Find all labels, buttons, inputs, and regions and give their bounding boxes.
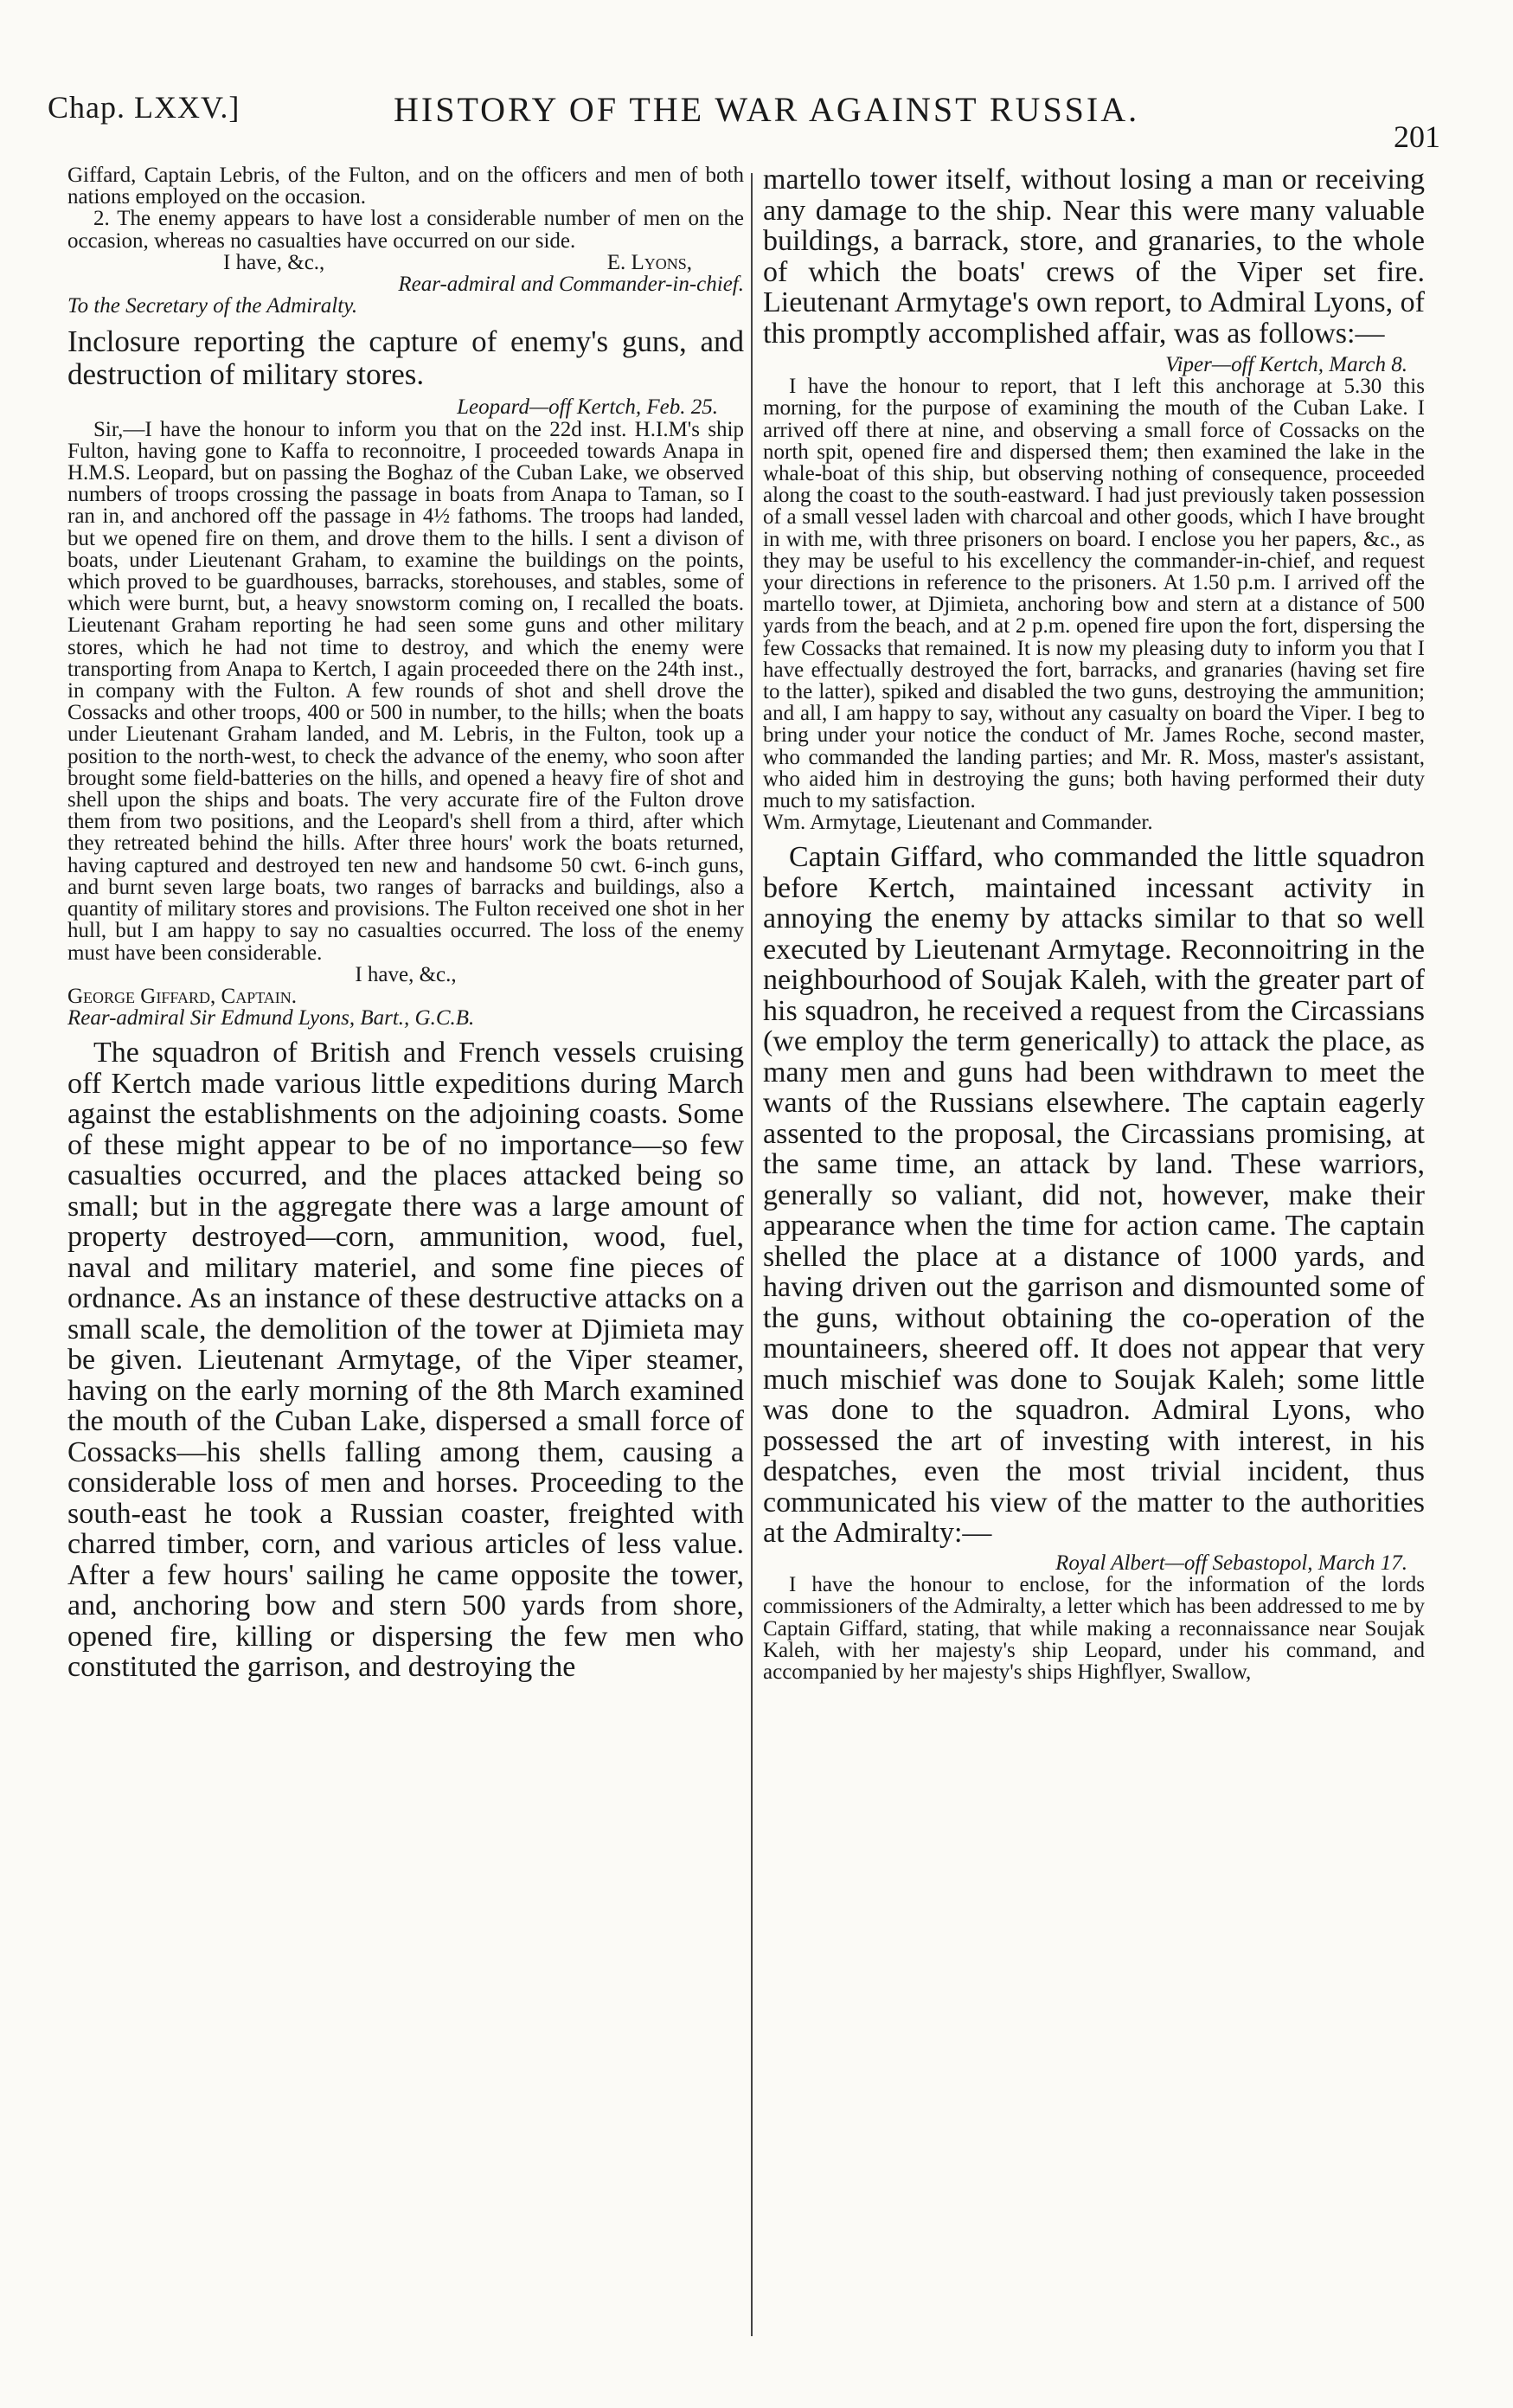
narrative-paragraph: martello tower itself, without losing a man or receiving any damage to the ship. Near this were many valuable buildings, a barrack, store, and granaries, to the whole of which the boats' crews of the Viper set fire. Lieutenant Armytage's own report, to Admiral Lyons, of this promptly accomplished affair, was as follows:— (763, 164, 1425, 350)
letter-body: I have the honour to enclose, for the information of the lords commissioners of the Admiralty, a letter which has been addressed to me by Captain Giffard, stating, that while making a reconnaissance near Soujak Kaleh, with her majesty's ship Leopard, under his command, and accompanied by her majesty's ships Highflyer, Swallow, (763, 1573, 1425, 1684)
letter-signer-title: Rear-admiral and Commander-in-chief. (398, 273, 744, 297)
letter-paragraph: Giffard, Captain Lebris, of the Fulton, and on the officers and men of both nations employed on the occasion. (67, 164, 744, 209)
letter-dateline: Royal Albert—off Sebastopol, March 17. (1055, 1551, 1407, 1575)
letter-armytage (763, 354, 1425, 833)
narrative-paragraph: The squadron of British and French vessels cruising off Kertch made various little expeditions during March against the establishments on the adjoining coasts. Some of these might appear to be of no importance—so few casualties occurred, and the places attacked being so small; but in the aggregate there was a large amount of property destroyed—corn, ammunition, wood, fuel, naval and military materiel, and some fine pieces of ordnance. As an instance of these destructive attacks on a small scale, the demolition of the tower at Djimieta may be given. Lieutenant Armytage, of the Viper steamer, having on the early morning of the 8th March examined the mouth of the Cuban Lake, dispersed a small force of Cossacks—his shells falling among them, causing a considerable loss of men and horses. Proceeding to the south-east he took a Russian coaster, freighted with charred timber, corn, and various articles of less value. After a few hours' sailing he came opposite the tower, and, anchoring bow and stern 500 yards from shore, opened fire, killing or dispersing the few men who constituted the garrison, and destroying the (67, 1037, 744, 1684)
letter-lyons-2 (763, 1552, 1425, 1683)
letter-giffard (67, 396, 744, 1029)
letter-signer: E. Lyons, (606, 250, 692, 274)
letter-addressee: To the Secretary of the Admiralty. (67, 294, 358, 318)
letter-dateline: Viper—off Kertch, March 8. (1165, 353, 1407, 376)
letter-lyons (67, 164, 744, 317)
letter-close: I have, &c., (223, 250, 325, 274)
narrative-paragraph: Captain Giffard, who commanded the little squadron before Kertch, maintained incessant activity in annoying the enemy by attacks similar to that so well executed by Lieutenant Armytage. Reconnoitring in the neighbourhood of Soujak Kaleh, with the greater part of his squadron, he received a request from the Circassians (we employ the term generically) to attack the place, as many men and guns had been withdrawn to meet the wants of the Russians elsewhere. The captain eagerly assented to the proposal, the Circassians promising, at the same time, an attack by land. These warriors, generally so valiant, did not, however, make their appearance when the time for action came. The captain shelled the place at a distance of 1000 yards, and having driven out the garrison and dismounted some of the guns, without obtaining the co-operation of the mountaineers, sheered off. It does not appear that very much mischief was done to Soujak Kaleh; some little was done to the squadron. Admiral Lyons, who possessed the art of investing with interest, in his despatches, even the most trivial incident, thus communicated his view of the matter to the authorities at the Admiralty:— (763, 841, 1425, 1550)
right-column (763, 164, 1425, 1683)
page-title: HISTORY OF THE WAR AGAINST RUSSIA. (394, 90, 1140, 129)
letter-addressee: Rear-admiral Sir Edmund Lyons, Bart., G.C.B. (67, 1006, 475, 1031)
letter-body: Sir,—I have the honour to inform you that on the 22d inst. H.I.M's ship Fulton, having gone to Kaffa to reconnoitre, I proceeded towards Anapa in H.M.S. Leopard, but on passing the Boghaz of the Cuban Lake, we observed numbers of troops crossing the passage in boats from Anapa to Taman, so I ran in, and anchored off the passage in 4½ fathoms. The troops had landed, but we opened fire on them, and drove them to the hills. I sent a divison of boats, under Lieutenant Graham, to examine the buildings on the points, which proved to be guardhouses, barracks, storehouses, and stables, some of which were burnt, but, a heavy snowstorm coming on, I recalled the boats. Lieutenant Graham reporting he had seen some guns and other military stores, which he had not time to destroy, and which the enemy were transporting from Anapa to Kertch, I again proceeded there on the 24th inst., in company with the Fulton. A few rounds of shot and shell drove the Cossacks and other troops, 400 or 500 in number, to the hills; when the boats under Lieutenant Graham landed, and M. Lebris, in the Fulton, took up a position to the north-west, to check the advance of the enemy, who soon after brought some field-batteries on the hills, and opened a heavy fire of shot and shell upon the ships and boats. The very accurate fire of the Fulton drove them from two positions, and the Leopard's shell from a third, after which they retreated behind the hills. After three hours' work the boats returned, having captured and destroyed ten new and handsome 50 cwt. 6-inch guns, and burnt seven large boats, two ranges of barracks and buildings, also a quantity of military stores and provisions. The Fulton received one shot in her hull, but I am happy to say no casualties occurred. The loss of the enemy must have been considerable. (67, 417, 744, 965)
letter-paragraph: 2. The enemy appears to have lost a considerable number of men on the occasion, whereas no casualties have occurred on our side. (67, 207, 744, 253)
letter-dateline: Leopard—off Kertch, Feb. 25. (457, 395, 718, 420)
letter-signer: Wm. Armytage, Lieutenant and Commander. (763, 811, 1153, 835)
chapter-label: Chap. LXXV.] (48, 90, 240, 125)
running-header (48, 82, 1440, 154)
enclosure-heading: Inclosure reporting the capture of enemy's guns, and destruction of military stores. (67, 324, 744, 392)
page-number: 201 (1394, 119, 1440, 154)
letter-close-row (67, 252, 744, 273)
letter-close: I have, &c., (355, 962, 457, 986)
left-column (67, 164, 744, 1683)
letter-body: I have the honour to report, that I left this anchorage at 5.30 this morning, for the purpose of examining the mouth of the Cuban Lake. I arrived off there at nine, and observing a small force of Cossacks on the north spit, opened fire and dispersed them; then examined the lake in the whale-boat of this ship, but observing nothing of consequence, proceeded along the coast to the south-eastward. I had just previously taken possession of a small vessel laden with charcoal and other goods, which I have brought in with me, with three prisoners on board. I enclose you her papers, &c., as they may be useful to his excellency the commander-in-chief, and request your directions in reference to the prisoners. At 1.50 p.m. I arrived off the martello tower, at Djimieta, anchoring bow and stern at a distance of 500 yards from the beach, and at 2 p.m. opened fire upon the fort, dispersing the few Cossacks that remained. It is now my pleasing duty to inform you that I have effectually destroyed the fort, barracks, and granaries (having set fire to the latter), spiked and disabled the two guns, destroying the ammunition; and all, I am happy to say, without any casualty on board the Viper. I beg to bring under your notice the conduct of Mr. James Roche, second master, who commanded the landing parties; and Mr. R. Moss, master's assistant, who aided him in destroying the guns; both having performed their duty much to my satisfaction. (763, 375, 1425, 813)
column-divider (751, 173, 753, 2336)
letter-signer: George Giffard, Captain. (67, 984, 298, 1008)
